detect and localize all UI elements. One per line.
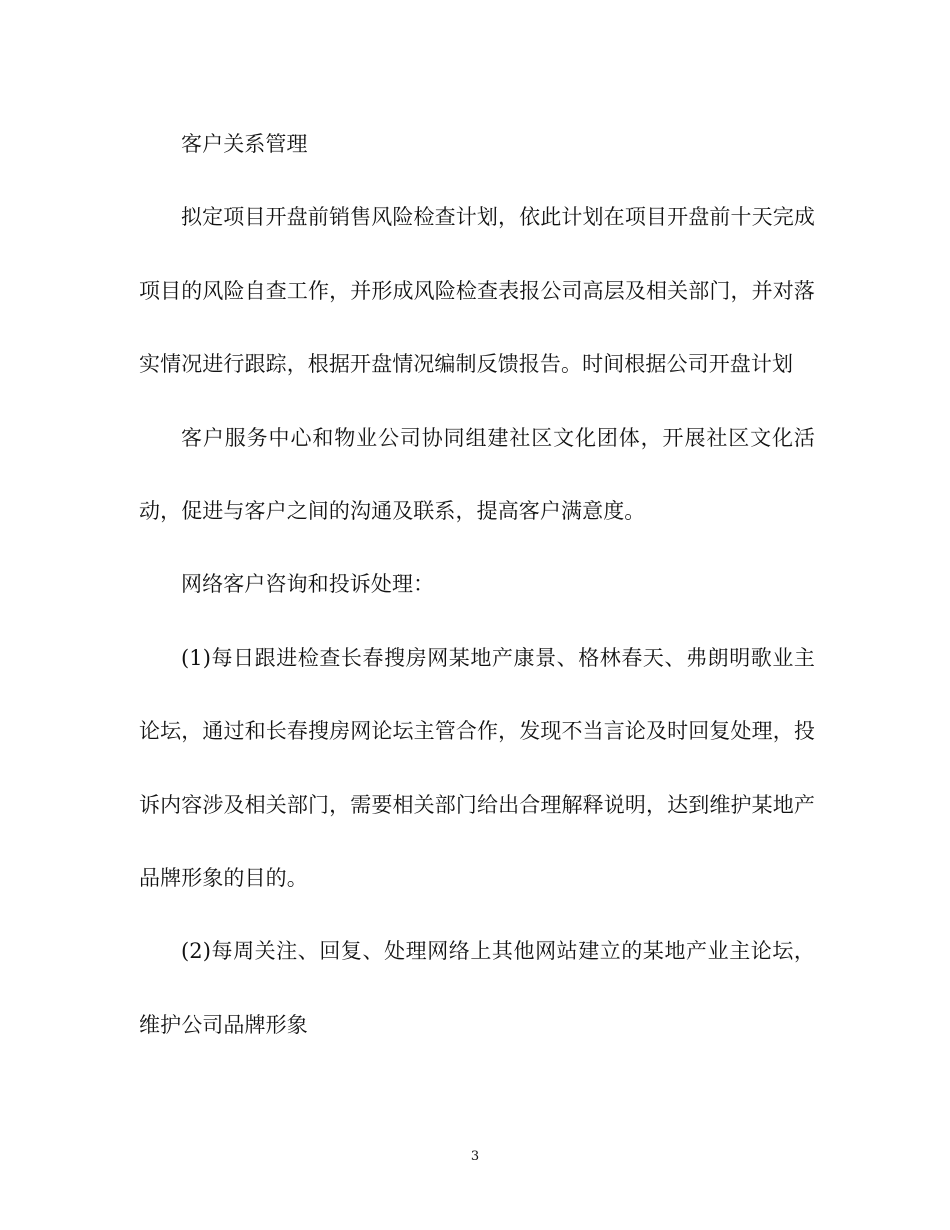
page-number: 3 [470, 1149, 480, 1164]
paragraph-daily-forum-check: (1)每日跟进检查长春搜房网某地产康景、格林春天、弗朗明歌业主论坛，通过和长春搜房网论坛主管合作，发现不当言论及时回复处理，投诉内容涉及相关部门，需要相关部门给出合理解释说明，达到维护某地产品牌形象的目的。 [139, 645, 815, 891]
document-body [139, 108, 815, 1062]
paragraph-weekly-forum-check: (2)每周关注、回复、处理网络上其他网站建立的某地产业主论坛，维护公司品牌形象 [139, 939, 815, 1037]
paragraph-online-complaints-heading: 网络客户咨询和投诉处理： [181, 572, 435, 597]
section-heading: 客户关系管理 [181, 132, 308, 156]
paragraph-community-culture: 客户服务中心和物业公司协同组建社区文化团体，开展社区文化活动，促进与客户之间的沟通及联系，提高客户满意度。 [139, 425, 815, 524]
paragraph-risk-check-plan: 拟定项目开盘前销售风险检查计划，依此计划在项目开盘前十天完成项目的风险自查工作，并形成风险检查表报公司高层及相关部门，并对落实情况进行跟踪，根据开盘情况编制反馈报告。时间根据公司开盘计划 [139, 205, 815, 377]
